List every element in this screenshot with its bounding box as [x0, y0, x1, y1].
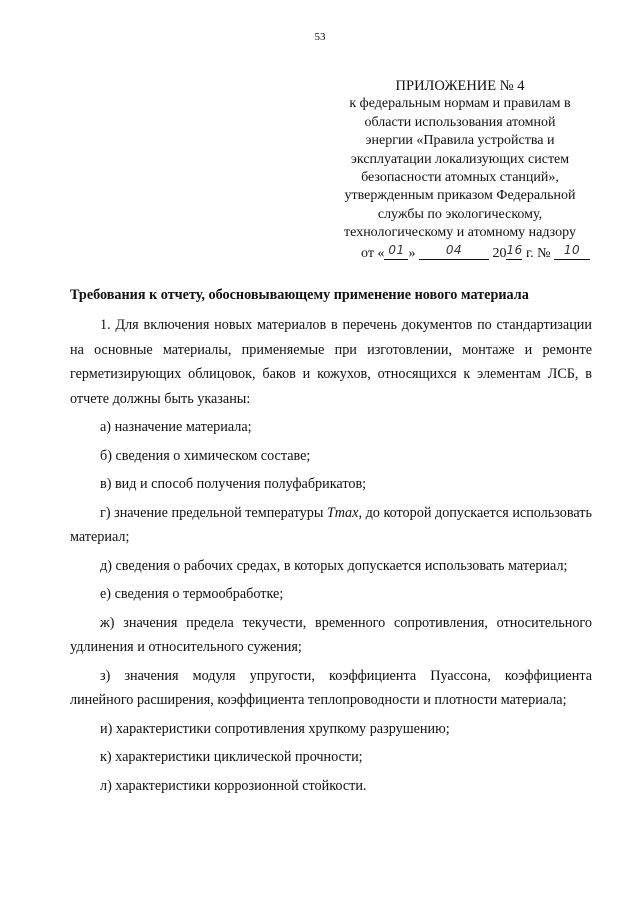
- date-number-label: г. №: [525, 245, 551, 261]
- appendix-line: эксплуатации локализующих систем: [350, 151, 570, 167]
- date-day-handwritten: 01: [388, 242, 405, 257]
- tmax-symbol: Tmax: [326, 504, 359, 521]
- order-number-handwritten: 10: [563, 242, 581, 257]
- appendix-line: к федеральным нормам и правилам в: [349, 96, 571, 112]
- date-month-field: [419, 244, 489, 260]
- list-item-g: [70, 501, 592, 550]
- document-body: [70, 313, 592, 798]
- list-item-l: л) характеристики коррозионной стойкости.: [100, 777, 367, 794]
- intro-paragraph: 1. Для включения новых материалов в перечень документов по стандартизации на основные материалы, применяемые при изготовлении, монтаже и ремонте герметизирующих облицовок, баков и кожухов, относящихся к элементам ЛСБ, в отчете должны быть указаны:: [70, 317, 592, 407]
- list-item-zh: ж) значения предела текучести, временного сопротивления, относительного удлинения и относительного сужения;: [70, 614, 592, 655]
- appendix-line: службы по экологическому,: [377, 206, 543, 222]
- order-number-field: [554, 244, 590, 260]
- date-month-handwritten: 04: [445, 242, 463, 257]
- list-item-i: и) характеристики сопротивления хрупкому разрушению;: [100, 720, 450, 737]
- page-number: 53: [314, 31, 326, 43]
- list-item-e: е) сведения о термообработке;: [100, 586, 284, 602]
- date-day-field: [384, 244, 408, 260]
- appendix-line: безопасности атомных станций»,: [361, 170, 559, 186]
- list-item-v: в) вид и способ получения полуфабрикатов;: [100, 476, 367, 492]
- date-year-handwritten: 16: [506, 242, 523, 257]
- appendix-block: [330, 77, 590, 263]
- list-item-b: б) сведения о химическом составе;: [100, 447, 311, 464]
- appendix-line: энергии «Правила устройства и: [365, 133, 555, 149]
- appendix-line: технологическому и атомному надзору: [344, 225, 576, 241]
- date-year-prefix: 20: [492, 245, 507, 261]
- appendix-title: ПРИЛОЖЕНИЕ № 4: [395, 78, 525, 94]
- list-item-g-text: г) значение предельной температуры: [100, 504, 327, 521]
- approval-date-line: [330, 244, 590, 263]
- section-heading: Требования к отчету, обосновывающему применение нового материала: [70, 287, 529, 303]
- date-year-field: [506, 244, 522, 260]
- list-item-k: к) характеристики циклической прочности;: [100, 749, 363, 765]
- appendix-line: области использования атомной: [364, 114, 556, 130]
- list-item-a: а) назначение материала;: [100, 419, 252, 435]
- list-item-g-rest: , до которой допускается использовать материал;: [70, 504, 592, 545]
- date-mid: »: [408, 245, 416, 261]
- appendix-line: утвержденным приказом Федеральной: [344, 188, 576, 204]
- list-item-d: д) сведения о рабочих средах, в которых допускается использовать материал;: [100, 557, 568, 574]
- date-prefix: от «: [361, 245, 385, 261]
- list-item-z: з) значения модуля упругости, коэффициента Пуассона, коэффициента линейного расширения, коэффициента теплопроводности и плотности материала;: [70, 667, 592, 708]
